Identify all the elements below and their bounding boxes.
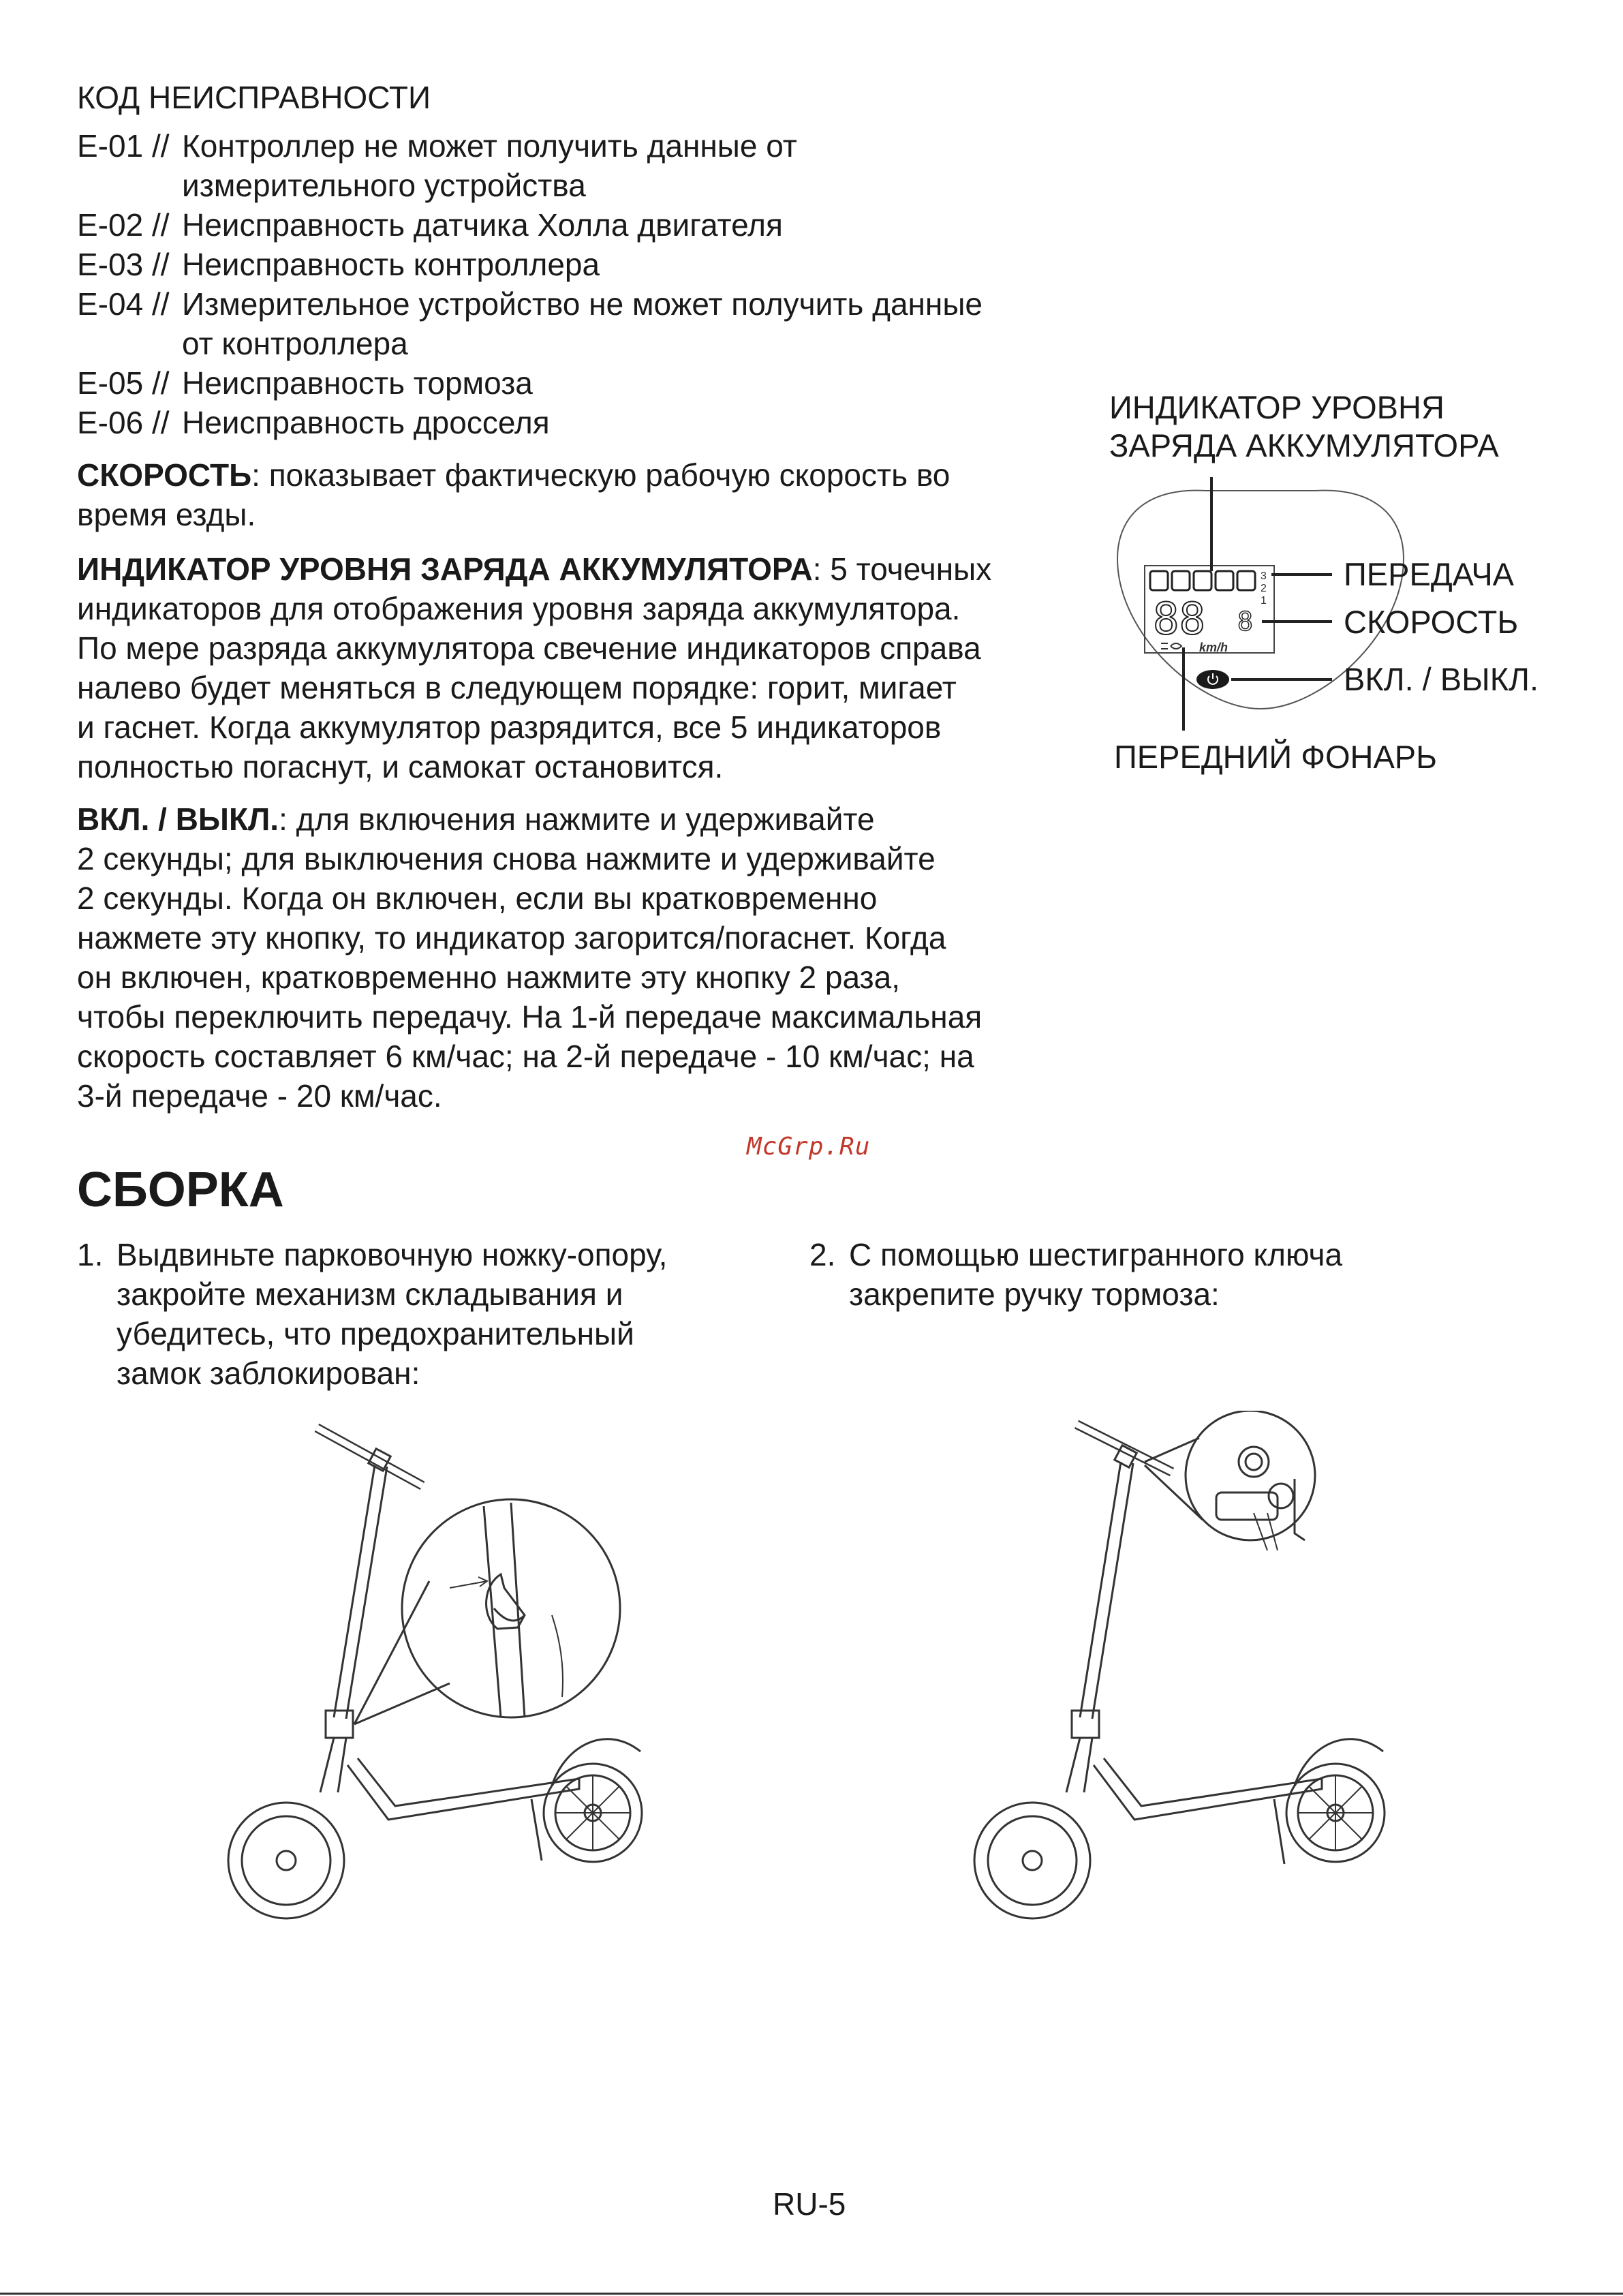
fault-row-e04 [77,284,983,324]
fault-code: E-03 // [77,247,170,282]
power-paragraph [77,799,982,1116]
scooter-illustration-1 [225,1411,661,1929]
fault-code: E-04 // [77,286,170,322]
power-text: 2 секунды. Когда он включен, если вы кратковременно [77,881,878,916]
fault-code: E-06 // [77,405,170,440]
fault-desc: Измерительное устройство не может получить данные [182,286,983,322]
step-text: закрепите ручку тормоза: [849,1276,1220,1312]
fault-desc-continued: от контроллера [182,326,408,361]
battery-paragraph [77,549,991,786]
speed-label: СКОРОСТЬ [1344,604,1519,640]
watermark: McGrp.Ru [747,1133,871,1161]
power-text: он включен, кратковременно нажмите эту кнопку 2 раза, [77,960,900,995]
fault-desc: Контроллер не может получить данные от [182,128,797,164]
label-line: ИНДИКАТОР УРОВНЯ [1109,389,1444,425]
scooter-illustration-2 [968,1411,1404,1929]
fault-row-e02 [77,205,983,245]
power-text: чтобы переключить передачу. На 1-й передаче максимальная [77,999,983,1035]
label-line: ЗАРЯДА АККУМУЛЯТОРА [1109,427,1499,463]
battery-indicator-label [1109,388,1499,465]
speed-unit: km/h [1199,641,1228,654]
power-text: 3-й передаче - 20 км/час. [77,1078,442,1114]
fault-desc: Неисправность контроллера [182,247,600,282]
speed-text: : показывает фактическую рабочую скорость во [251,457,950,493]
power-label: ВКЛ. / ВЫКЛ. [1344,661,1539,697]
battery-text: и гаснет. Когда аккумулятор разрядится, все 5 индикаторов [77,709,942,745]
step-text: С помощью шестигранного ключа [849,1237,1343,1272]
step-number: 2. [809,1237,836,1272]
gear-digit: 8 [1237,607,1253,637]
fault-desc: Неисправность датчика Холла двигателя [182,207,783,243]
fault-desc-continued: измерительного устройства [182,168,586,203]
step-text: Выдвиньте парковочную ножку-опору, [117,1237,668,1272]
power-term: ВКЛ. / ВЫКЛ. [77,801,279,837]
fault-desc: Неисправность дросселя [182,405,550,440]
fault-row-e03 [77,245,983,284]
fault-code: E-01 // [77,128,170,164]
step-number: 1. [77,1237,104,1272]
fault-desc: Неисправность тормоза [182,365,533,401]
fault-row-e06 [77,403,983,442]
battery-term: ИНДИКАТОР УРОВНЯ ЗАРЯДА АККУМУЛЯТОРА [77,551,813,587]
bottom-rule [0,2293,1623,2295]
battery-text: налево будет меняться в следующем порядке: горит, мигает [77,670,957,705]
battery-text: индикаторов для отображения уровня заряда аккумулятора. [77,591,961,626]
power-text: 2 секунды; для выключения снова нажмите и удерживайте [77,841,936,876]
scooter-drawing [228,1428,642,1918]
speed-text: время езды. [77,497,256,532]
speed-digits: 88 [1153,594,1206,645]
battery-text: полностью погаснут, и самокат остановится. [77,749,724,784]
speed-paragraph [77,455,950,534]
battery-text: : 5 точечных [812,551,992,587]
fault-codes-title: КОД НЕИСПРАВНОСТИ [77,80,431,115]
step-text: замок заблокирован: [117,1356,420,1391]
power-text: скорость составляет 6 км/час; на 2-й передаче - 10 км/час; на [77,1039,974,1074]
power-text: нажмете эту кнопку, то индикатор загорится/погаснет. Когда [77,920,946,955]
assembly-step-2 [809,1235,1342,1314]
assembly-step-1 [77,1235,667,1393]
detail-callout-latch [354,1499,620,1724]
gear-number: 2 [1261,583,1267,594]
fault-list [77,126,983,442]
gear-label: ПЕРЕДАЧА [1344,556,1515,592]
power-button [1196,670,1229,689]
page-number: RU-5 [773,2186,846,2222]
fault-code: E-02 // [77,207,170,243]
step-text: убедитесь, что предохранительный [117,1316,634,1351]
gear-number: 1 [1261,595,1267,607]
headlight-label: ПЕРЕДНИЙ ФОНАРЬ [1114,739,1437,775]
step-text: закройте механизм складывания и [117,1276,623,1312]
gear-number: 3 [1261,570,1267,582]
assembly-title: СБОРКА [77,1163,284,1217]
detail-callout-brake [1145,1411,1315,1550]
speed-term: СКОРОСТЬ [77,457,252,493]
fault-code: E-05 // [77,365,170,401]
battery-text: По мере разряда аккумулятора свечение индикаторов справа [77,630,981,666]
power-text: : для включения нажмите и удерживайте [279,801,875,837]
fault-row-e05 [77,363,983,403]
battery-dots [1150,571,1255,590]
fault-row-e01 [77,126,983,166]
